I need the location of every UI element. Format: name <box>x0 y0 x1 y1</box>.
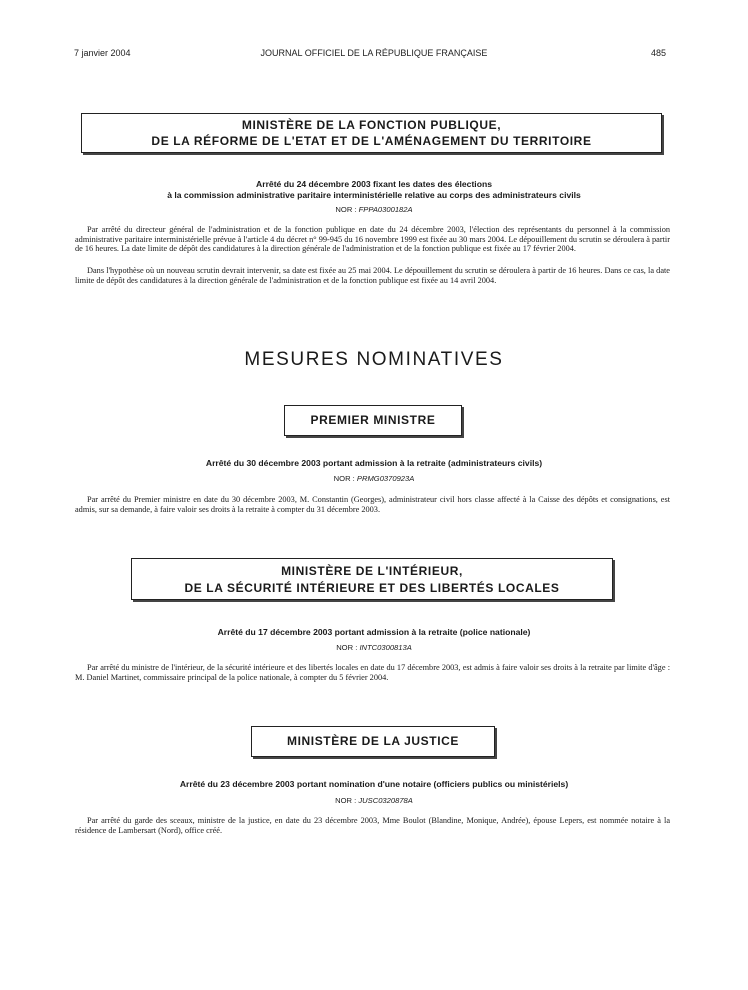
ministry-box-fonction-publique <box>81 113 662 153</box>
arrete-title: Arrêté du 30 décembre 2003 portant admission à la retraite (administrateurs civils) <box>205 458 543 468</box>
arrete-title-line1: Arrêté du 24 décembre 2003 fixant les dates des élections <box>256 179 492 189</box>
header-date: 7 janvier 2004 <box>74 48 131 58</box>
ministry-box-premier-ministre <box>284 405 462 436</box>
section-heading-mesures-nominatives: MESURES NOMINATIVES <box>244 349 504 370</box>
arrete-paragraph: Dans l'hypothèse où un nouveau scrutin devrait intervenir, sa date est fixée au 25 mai 2004. Le dépouillement du scrutin se déroulera à partir de 16 heures. Dans ce cas, la date limite de dépôt des candidatures à la direction générale de l'administration et de la fonction publique est fixée au 14 avril 2004. <box>75 266 670 285</box>
nor-reference <box>0 643 748 652</box>
arrete-title: Arrêté du 23 décembre 2003 portant nomination d'une notaire (officiers publics ou ministériels) <box>179 779 569 789</box>
header-journal-title: JOURNAL OFFICIEL DE LA RÉPUBLIQUE FRANÇAISE <box>260 48 488 58</box>
arrete-paragraph: Par arrêté du Premier ministre en date du 30 décembre 2003, M. Constantin (Georges), administrateur civil hors classe affecté à la Caisse des dépôts et consignations, est admis, sur sa demande, à faire valoir ses droits à la retraite à compter du 31 décembre 2003. <box>75 495 670 514</box>
nor-reference <box>0 205 748 214</box>
ministry-name: MINISTÈRE DE LA JUSTICE <box>286 734 460 748</box>
ministry-name-line1: MINISTÈRE DE L'INTÉRIEUR, <box>281 564 463 578</box>
ministry-name-line2: DE LA SÉCURITÉ INTÉRIEURE ET DES LIBERTÉS LOCALES <box>184 581 560 595</box>
nor-label: NOR : <box>335 205 357 214</box>
nor-code: INTC0300813A <box>359 643 412 652</box>
nor-label: NOR : <box>336 643 358 652</box>
nor-code: PRMG0370923A <box>356 474 415 483</box>
ministry-name-line2: DE LA RÉFORME DE L'ETAT ET DE L'AMÉNAGEMENT DU TERRITOIRE <box>151 134 592 148</box>
nor-reference <box>0 474 748 483</box>
nor-label: NOR : <box>335 796 357 805</box>
ministry-name-line1: MINISTÈRE DE LA FONCTION PUBLIQUE, <box>241 118 502 132</box>
arrete-paragraph: Par arrêté du ministre de l'intérieur, de la sécurité intérieure et des libertés locales en date du 17 décembre 2003, est admis à faire valoir ses droits à la retraite par limite d'âge : M. Daniel Martinet, commissaire principal de la police nationale, à compter du 5 février 2004. <box>75 663 670 682</box>
nor-code: JUSC0320878A <box>358 796 413 805</box>
header-page-number: 485 <box>650 48 666 58</box>
ministry-name: PREMIER MINISTRE <box>310 413 436 427</box>
arrete-title <box>0 179 748 200</box>
arrete-title: Arrêté du 17 décembre 2003 portant admission à la retraite (police nationale) <box>217 627 531 637</box>
nor-reference <box>0 796 748 805</box>
ministry-box-justice <box>251 726 495 757</box>
nor-code: FPPA0300182A <box>358 205 413 214</box>
arrete-title-line2: à la commission administrative paritaire interministérielle relative au corps des administrateurs civils <box>167 189 581 200</box>
ministry-box-interieur <box>131 558 613 600</box>
nor-label: NOR : <box>333 474 355 483</box>
arrete-paragraph: Par arrêté du garde des sceaux, ministre de la justice, en date du 23 décembre 2003, Mme Boulot (Blandine, Monique, Andrée), épouse Lepers, est nommée notaire à la résidence de Lambersart (Nord), office créé. <box>75 816 670 835</box>
arrete-paragraph: Par arrêté du directeur général de l'administration et de la fonction publique en date du 24 décembre 2003, l'élection des représentants du personnel à la commission administrative paritaire interministérielle prévue à l'article 4 du décret n° 99-945 du 16 novembre 1999 est fixée au 30 mars 2004. Le dépouillement du scrutin se déroulera à partir de 16 heures. La date limite de dépôt des candidatures à la direction générale de l'administration et de la fonction publique est fixée au 17 février 2004. <box>75 225 670 254</box>
